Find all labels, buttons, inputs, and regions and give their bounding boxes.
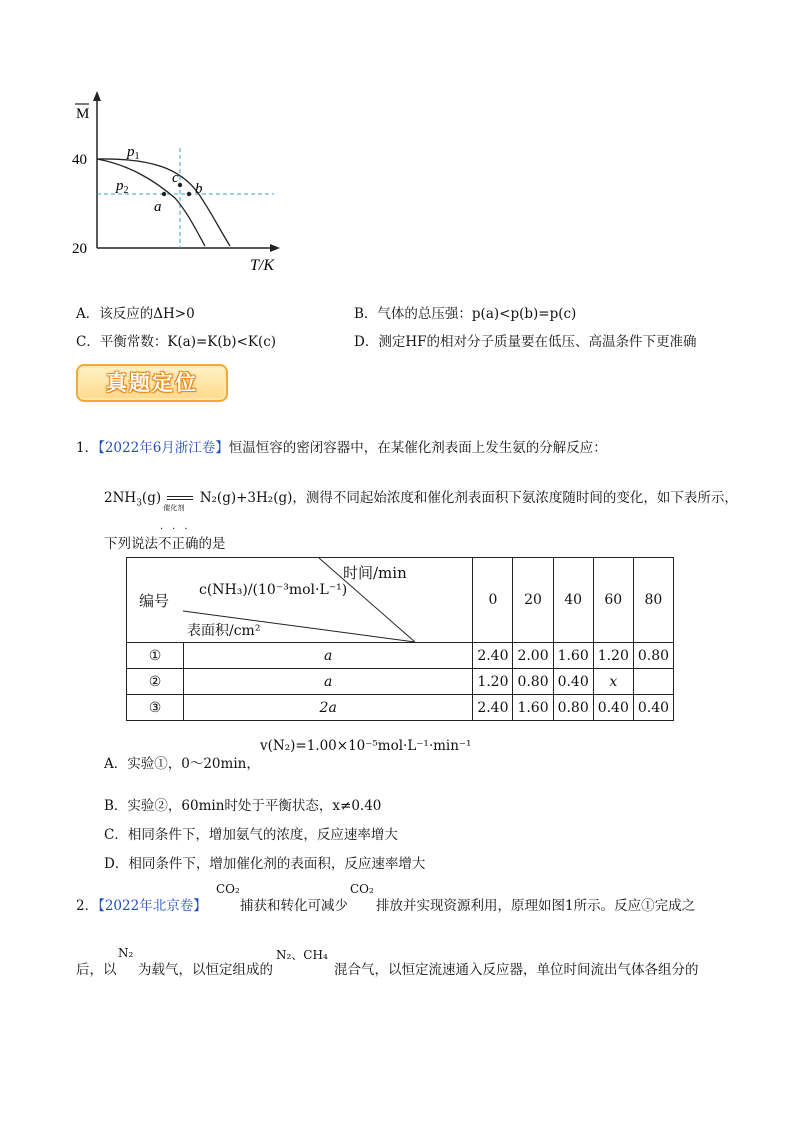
q1-option-d: D．相同条件下，增加催化剂的表面积，反应速率增大 xyxy=(104,856,426,872)
q1-source: 【2022年6月浙江卷】 xyxy=(98,440,229,456)
point-b-label: b xyxy=(195,181,203,197)
q2-co2-b: CO₂ xyxy=(350,882,374,896)
time-header: 60 xyxy=(593,558,633,643)
cell-value: 1.20 xyxy=(593,643,633,669)
ammonia-data-table xyxy=(126,557,674,721)
q2-text-b: 排放并实现资源利用，原理如图1所示。反应①完成之 xyxy=(376,898,696,914)
q2-line1 xyxy=(76,894,207,914)
header-label-conc: c(NH₃)/(10⁻³mol·L⁻¹) xyxy=(199,582,348,598)
q2-n2-ch4: N₂、CH₄ xyxy=(276,948,328,962)
q1-option-a xyxy=(104,752,260,772)
time-header: 0 xyxy=(473,558,513,643)
cell-value: 2.40 xyxy=(473,695,513,721)
cell-value: x xyxy=(593,669,633,695)
q2-line2-c: 混合气，以恒定流速通入反应器，单位时间流出气体各组分的 xyxy=(334,962,699,978)
q2-source: 【2022年北京卷】 xyxy=(98,898,207,914)
q1-eq-mid: (g) xyxy=(141,490,162,506)
prev-option-b: B．气体的总压强：p(a)<p(b)=p(c) xyxy=(354,306,577,322)
point-c-label: c xyxy=(172,170,179,186)
table-row xyxy=(127,695,674,721)
q1-option-c: C．相同条件下，增加氨气的浓度，反应速率增大 xyxy=(104,827,398,843)
cell-value xyxy=(633,669,673,695)
row-id: ② xyxy=(127,669,184,695)
table-header-corner xyxy=(127,558,473,643)
cell-value: 1.60 xyxy=(513,695,553,721)
header-label-id: 编号 xyxy=(139,592,170,610)
y-axis-arrow xyxy=(93,91,101,101)
section-banner xyxy=(76,364,228,402)
cell-value: 0.40 xyxy=(593,695,633,721)
curve-p2-label: $p_2$ xyxy=(116,178,129,196)
time-header: 80 xyxy=(633,558,673,643)
cell-value: 2.00 xyxy=(513,643,553,669)
row-id: ③ xyxy=(127,695,184,721)
prev-option-d: D．测定HF的相对分子质量要在低压、高温条件下更准确 xyxy=(354,334,697,350)
cell-value: 0.40 xyxy=(553,669,593,695)
prev-option-a: A．该反应的ΔH>0 xyxy=(76,306,195,322)
q1-eq-catalyst: 催化剂 xyxy=(163,503,185,512)
row-area: a xyxy=(184,669,473,695)
q1-number: 1． xyxy=(76,440,99,456)
row-id: ① xyxy=(127,643,184,669)
q1-text3: 下列说法不正确的是 xyxy=(104,536,226,552)
y-axis-label: M xyxy=(76,106,90,122)
q2-number: 2． xyxy=(76,898,99,914)
cell-value: 1.60 xyxy=(553,643,593,669)
table-row xyxy=(127,643,674,669)
y-tick-20: 20 xyxy=(72,241,87,257)
q1-text2: ，测得不同起始浓度和催化剂表面积下氨浓度随时间的变化，如下表所示， xyxy=(292,490,738,506)
x-axis-label: T/K xyxy=(250,257,275,274)
table-header-row xyxy=(127,558,674,643)
q1-eq-arrow xyxy=(163,492,195,512)
row-area: 2a xyxy=(184,695,473,721)
q2-co2-a: CO₂ xyxy=(216,882,240,896)
curve-p1 xyxy=(97,159,230,246)
q2-text-a: 捕获和转化可减少 xyxy=(240,898,348,914)
cell-value: 0.40 xyxy=(633,695,673,721)
q2-n2: N₂ xyxy=(118,946,134,960)
table-row xyxy=(127,669,674,695)
molar-mass-temperature-graph xyxy=(60,88,290,288)
x-axis-arrow xyxy=(270,244,280,252)
q2-line2-b: 为载气，以恒定组成的 xyxy=(138,962,273,978)
q1-option-b: B．实验②，60min时处于平衡状态，x≠0.40 xyxy=(104,798,382,814)
prev-option-c: C．平衡常数：K(a)=K(b)<K(c) xyxy=(76,334,277,350)
q2-line2-a: 后，以 xyxy=(76,962,117,978)
q1-option-a-rate: v(N₂)=1.00×10⁻⁵mol·L⁻¹·min⁻¹ xyxy=(260,738,472,754)
point-a-marker xyxy=(162,192,166,196)
emphasis-dots: ··· xyxy=(160,524,197,535)
cell-value: 0.80 xyxy=(633,643,673,669)
cell-value: 2.40 xyxy=(473,643,513,669)
cell-value: 0.80 xyxy=(553,695,593,721)
header-label-area: 表面积/cm² xyxy=(187,623,261,639)
curve-p1-label: $p_1$ xyxy=(127,144,140,162)
q1-text: 恒温恒容的密闭容器中，在某催化剂表面上发生氨的分解反应： xyxy=(228,440,607,456)
point-b-marker xyxy=(187,192,191,196)
q1-option-a-range: 0～20min， xyxy=(181,756,260,772)
cell-value: 1.20 xyxy=(473,669,513,695)
q1-equation-line: $2NH_3(g)$ 催化剂 N₂(g)+3H₂(g)，测得不同起始浓度和催化剂表面积下氨浓度随时间的变化，如下表所示， xyxy=(104,490,738,512)
curve-p2 xyxy=(97,159,205,246)
q1-eq-right: N₂(g)+3H₂(g) xyxy=(199,490,293,506)
time-header: 40 xyxy=(553,558,593,643)
cell-value: 0.80 xyxy=(513,669,553,695)
q1-eq-left: 2NH xyxy=(104,490,137,506)
row-area: a xyxy=(184,643,473,669)
q1-stem xyxy=(76,436,607,456)
section-banner-text: 真题定位 xyxy=(106,370,198,395)
point-a-label: a xyxy=(154,199,162,215)
time-header: 20 xyxy=(513,558,553,643)
q1-option-a-prefix: A．实验①， xyxy=(104,756,182,772)
y-tick-40: 40 xyxy=(72,152,87,168)
header-label-time: 时间/min xyxy=(343,564,407,582)
